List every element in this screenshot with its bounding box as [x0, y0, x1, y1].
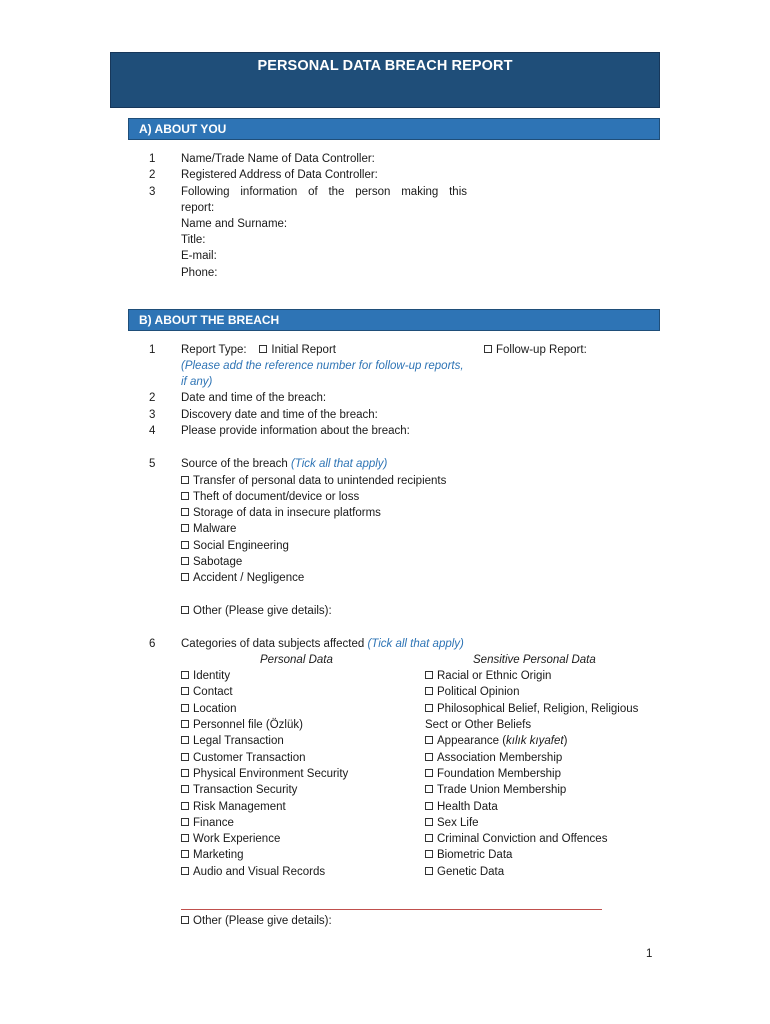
option-label: Contact: [193, 686, 233, 698]
checkbox[interactable]: [425, 687, 433, 695]
source-option: [181, 554, 242, 570]
checkbox[interactable]: [181, 867, 189, 875]
sensitive-data-col-header: Sensitive Personal Data: [473, 654, 596, 666]
email-label: E-mail:: [181, 250, 217, 262]
sensitive-data-option: [425, 766, 561, 782]
checkbox[interactable]: [425, 769, 433, 777]
controller-name-label: Name/Trade Name of Data Controller:: [181, 153, 375, 165]
sensitive-data-option: [425, 733, 567, 749]
option-label: Audio and Visual Records: [193, 866, 326, 878]
option-label: Work Experience: [193, 833, 281, 845]
breach-source-label: Source of the breach: [181, 458, 288, 470]
breach-datetime-label: Date and time of the breach:: [181, 392, 327, 404]
item-number: 3: [149, 186, 156, 198]
data-subjects-label: Categories of data subjects affected: [181, 638, 365, 650]
checkbox[interactable]: [425, 704, 433, 712]
checkbox[interactable]: [181, 704, 189, 712]
checkbox[interactable]: [181, 720, 189, 728]
option-label: Trade Union Membership: [437, 784, 567, 796]
option-label: Association Membership: [437, 752, 563, 764]
tick-all-hint: (Tick all that apply): [367, 638, 464, 650]
personal-data-col-header: Personal Data: [260, 654, 333, 666]
option-label: Identity: [193, 670, 231, 682]
personal-data-option: [181, 782, 297, 798]
checkbox[interactable]: [425, 818, 433, 826]
checkbox[interactable]: [181, 753, 189, 761]
sensitive-data-option: [425, 701, 638, 717]
option-label: Political Opinion: [437, 686, 520, 698]
option-label: Sabotage: [193, 556, 243, 568]
option-label: Sex Life: [437, 817, 479, 829]
option-label: Biometric Data: [437, 849, 513, 861]
checkbox[interactable]: [425, 753, 433, 761]
personal-data-option: [181, 864, 325, 880]
reference-note: (Please add the reference number for follow-up reports,: [181, 360, 464, 372]
source-option: [181, 489, 359, 505]
source-option: [181, 505, 381, 521]
source-option: [181, 570, 304, 586]
option-label: Social Engineering: [193, 540, 289, 552]
sensitive-data-option: [425, 864, 504, 880]
phone-label: Phone:: [181, 267, 218, 279]
checkbox[interactable]: [181, 916, 189, 924]
checkbox[interactable]: [425, 671, 433, 679]
checkbox[interactable]: [425, 736, 433, 744]
report-type-label: Report Type:: [181, 344, 247, 356]
reporter-info-label: Following information of the person making this: [181, 186, 467, 198]
checkbox[interactable]: [425, 850, 433, 858]
option-label: Accident / Negligence: [193, 572, 305, 584]
section-a-header: A) ABOUT YOU: [128, 118, 660, 140]
report-type-row: [181, 342, 336, 358]
item-number: 1: [149, 153, 156, 165]
breach-source-heading: [181, 456, 387, 472]
personal-data-option: [181, 684, 233, 700]
checkbox[interactable]: [181, 818, 189, 826]
sensitive-data-option: [425, 799, 498, 815]
checkbox[interactable]: [425, 834, 433, 842]
source-other-option: [181, 603, 332, 619]
sensitive-data-option: [425, 782, 566, 798]
personal-data-option: [181, 750, 306, 766]
sensitive-data-option: [425, 815, 479, 831]
option-label: Legal Transaction: [193, 735, 284, 747]
initial-report-checkbox[interactable]: [259, 345, 267, 353]
sensitive-data-option: [425, 684, 519, 700]
checkbox[interactable]: [181, 541, 189, 549]
page-number: 1: [646, 948, 653, 960]
checkbox[interactable]: [181, 476, 189, 484]
followup-report-checkbox[interactable]: [484, 345, 492, 353]
option-label: Genetic Data: [437, 866, 505, 878]
personal-data-option: [181, 799, 286, 815]
checkbox[interactable]: [181, 687, 189, 695]
sensitive-data-option: [425, 668, 551, 684]
checkbox[interactable]: [181, 785, 189, 793]
option-label: Finance: [193, 817, 234, 829]
option-label: Appearance (: [437, 735, 507, 747]
reporter-info-label-cont: report:: [181, 202, 215, 214]
item-number: 5: [149, 458, 156, 470]
personal-data-option: [181, 815, 234, 831]
checkbox[interactable]: [181, 671, 189, 679]
checkbox[interactable]: [181, 850, 189, 858]
checkbox[interactable]: [425, 785, 433, 793]
followup-report-label: Follow-up Report:: [496, 344, 587, 356]
option-label: Location: [193, 703, 237, 715]
checkbox[interactable]: [181, 834, 189, 842]
item-number: 6: [149, 638, 156, 650]
checkbox[interactable]: [181, 769, 189, 777]
option-label: Health Data: [437, 801, 498, 813]
personal-data-option: [181, 847, 244, 863]
divider-line: [181, 909, 602, 910]
personal-data-option: [181, 766, 348, 782]
option-label: Physical Environment Security: [193, 768, 349, 780]
option-label: Transfer of personal data to unintended recipients: [193, 475, 447, 487]
item-number: 2: [149, 392, 156, 404]
data-subjects-other-option: [181, 913, 332, 929]
controller-address-label: Registered Address of Data Controller:: [181, 169, 378, 181]
item-number: 4: [149, 425, 156, 437]
option-label: Other (Please give details):: [193, 605, 332, 617]
page-title: PERSONAL DATA BREACH REPORT: [257, 58, 513, 74]
personal-data-option: [181, 701, 236, 717]
checkbox[interactable]: [181, 508, 189, 516]
checkbox[interactable]: [181, 492, 189, 500]
personal-data-option: [181, 668, 230, 684]
checkbox[interactable]: [181, 802, 189, 810]
option-label: Marketing: [193, 849, 244, 861]
option-label: Personnel file (Özlük): [193, 719, 303, 731]
option-label-suffix: ): [563, 735, 568, 747]
option-label: Other (Please give details):: [193, 915, 332, 927]
sensitive-data-option: [425, 831, 607, 847]
breach-info-label: Please provide information about the breach:: [181, 425, 410, 437]
option-label-italic: kılık kıyafet: [506, 735, 564, 747]
option-label: Risk Management: [193, 801, 286, 813]
option-label: Foundation Membership: [437, 768, 562, 780]
checkbox[interactable]: [181, 557, 189, 565]
title-banner: [110, 52, 660, 108]
option-label: Malware: [193, 523, 237, 535]
checkbox[interactable]: [425, 802, 433, 810]
title-label: Title:: [181, 234, 206, 246]
discovery-datetime-label: Discovery date and time of the breach:: [181, 409, 378, 421]
option-label: Storage of data in insecure platforms: [193, 507, 381, 519]
option-label: Criminal Conviction and Offences: [437, 833, 608, 845]
personal-data-option: [181, 717, 303, 733]
option-label: Customer Transaction: [193, 752, 306, 764]
source-option: [181, 473, 446, 489]
personal-data-option: [181, 831, 280, 847]
name-surname-label: Name and Surname:: [181, 218, 288, 230]
sensitive-data-option: [425, 750, 562, 766]
reference-note-cont: if any): [181, 376, 213, 388]
initial-report-label: Initial Report: [271, 344, 336, 356]
item-number: 1: [149, 344, 156, 356]
option-label: Theft of document/device or loss: [193, 491, 360, 503]
option-label: Racial or Ethnic Origin: [437, 670, 552, 682]
sensitive-data-option: [425, 847, 512, 863]
personal-data-option: [181, 733, 284, 749]
followup-report-row: [484, 342, 587, 358]
sensitive-data-option-cont: Sect or Other Beliefs: [425, 719, 532, 731]
checkbox[interactable]: [181, 606, 189, 614]
checkbox[interactable]: [181, 573, 189, 581]
checkbox[interactable]: [181, 736, 189, 744]
source-option: [181, 538, 289, 554]
section-b-header: B) ABOUT THE BREACH: [128, 309, 660, 331]
tick-all-hint: (Tick all that apply): [290, 458, 388, 470]
source-option: [181, 521, 236, 537]
checkbox[interactable]: [425, 867, 433, 875]
option-label: Transaction Security: [193, 784, 298, 796]
item-number: 2: [149, 169, 156, 181]
checkbox[interactable]: [181, 524, 189, 532]
option-label: Philosophical Belief, Religion, Religious: [437, 703, 639, 715]
data-subjects-heading: [181, 636, 464, 652]
item-number: 3: [149, 409, 156, 421]
